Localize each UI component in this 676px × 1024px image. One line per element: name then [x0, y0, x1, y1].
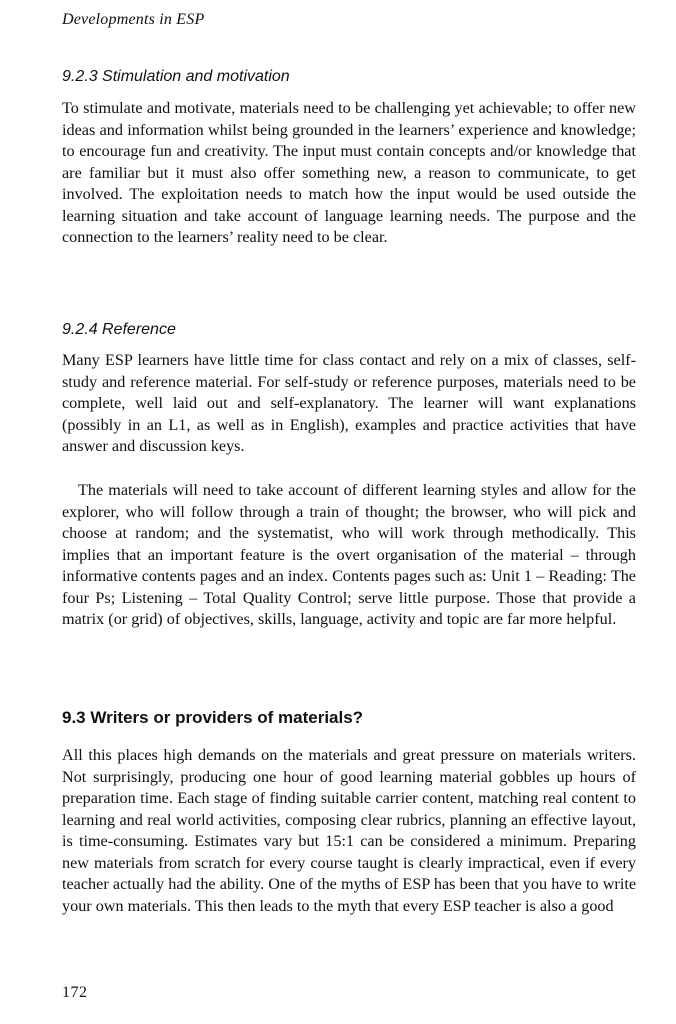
paragraph-stimulation: To stimulate and motivate, materials need to be challenging yet achievable; to offer new ideas and information whilst being grounded in the learners’ experience and knowledge; to encourage fun and creativity. The input must contain concepts and/or knowledge that are familiar but it must also offer something new, a reason to communicate, to get involved. The exploitation needs to match how the input would be used outside the learning situation and take account of language learning needs. The purpose and the connection to the learners’ reality need to be clear.: [62, 99, 636, 246]
page-number: 172: [62, 984, 88, 1001]
section-heading-9-2-4: 9.2.4 Reference: [62, 321, 176, 338]
paragraph-writers: All this places high demands on the materials and great pressure on materials writers. Not surprisingly, producing one hour of good learning material gobbles up hours of preparation time. Each stage of finding suitable carrier content, matching real content to learning and real world activities, composing clear rubrics, planning an effective layout, is time-consuming. Estimates vary but 15:1 can be considered a minimum. Preparing new materials from scratch for every course taught is clearly impractical, even if every teacher actually had the ability. One of the myths of ESP has been that you have to write your own materials. This then leads to the myth that every ESP teacher is also a good: [62, 746, 636, 915]
section-heading-9-2-3: 9.2.3 Stimulation and motivation: [62, 68, 290, 85]
running-head: Developments in ESP: [62, 11, 205, 28]
paragraph-reference-1: Many ESP learners have little time for class contact and rely on a mix of classes, self-study and reference material. For self-study or reference purposes, materials need to be complete, well laid out and self-explanatory. The learner will want explanations (possibly in an L1, as well as in English), examples and practice activities that have answer and discussion keys.: [62, 351, 636, 455]
section-heading-9-3: 9.3 Writers or providers of materials?: [62, 708, 364, 727]
paragraph-reference-2: The materials will need to take account of different learning styles and allow for the explorer, who will follow through a train of thought; the browser, who will pick and choose at random; and the systematist, who will work through methodically. This implies that an important feature is the overt organisation of the material – through informative contents pages and an index. Contents pages such as: Unit 1 – Reading: The four Ps; Listening – Total Quality Control; serve little purpose. Those that provide a matrix (or grid) of objectives, skills, language, activity and topic are far more helpful.: [62, 481, 636, 628]
